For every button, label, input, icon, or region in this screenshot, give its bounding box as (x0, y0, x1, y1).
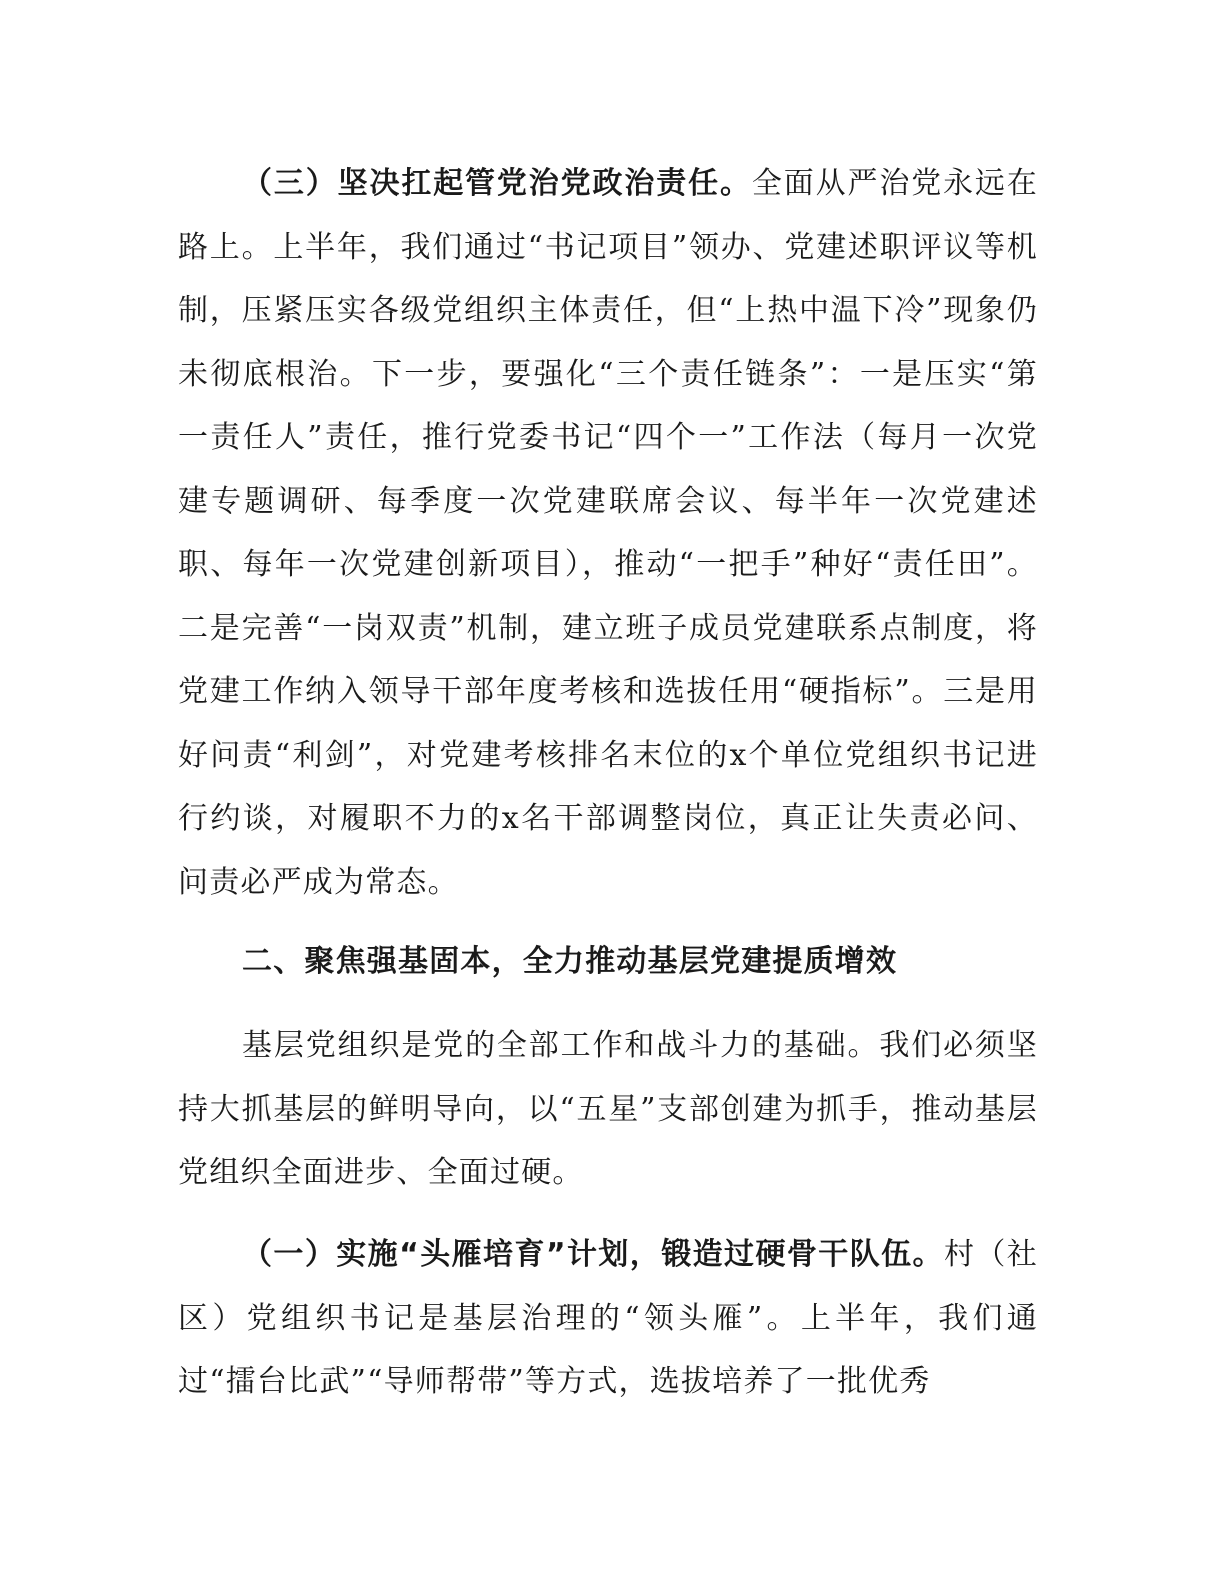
heading-section-two: 二、聚焦强基固本，全力推动基层党建提质增效 (242, 944, 898, 979)
section-three-lead: （三）坚决扛起管党治党政治责任。 (242, 166, 752, 201)
section-three-body: 全面从严治党永远在路上。上半年，我们通过“书记项目”领办、党建述职评议等机制，压紧压实各级党组织主体责任，但“上热中温下冷”现象仍未彻底根治。下一步，要强化“三个责任链条”：一是压实“第一责任人”责任，推行党委书记“四个一”工作法（每月一次党建专题调研、每季度一次党建联席会议、每半年一次党建述职、每年一次党建创新项目），推动“一把手”种好“责任田”。二是完善“一岗双责”机制，建立班子成员党建联系点制度，将党建工作纳入领导干部年度考核和选拔任用“硬指标”。三是用好问责“利剑”，对党建考核排名末位的x个单位党组织书记进行约谈，对履职不力的x名干部调整岗位，真正让失责必问、问责必严成为常态。 (178, 166, 1038, 900)
paragraph-section-three (178, 152, 1038, 914)
paragraph-subsection-one (178, 1223, 1038, 1414)
subsection-one-lead: （一）实施“头雁培育”计划，锻造过硬骨干队伍。 (242, 1237, 944, 1272)
subsection-one-body: 村（社区）党组织书记是基层治理的“领头雁”。上半年，我们通过“擂台比武”“导师帮带”等方式，选拔培养了一批优秀 (178, 1237, 1038, 1399)
paragraph-section-two-intro: 基层党组织是党的全部工作和战斗力的基础。我们必须坚持大抓基层的鲜明导向，以“五星”支部创建为抓手，推动基层党组织全面进步、全面过硬。 (178, 1028, 1038, 1190)
